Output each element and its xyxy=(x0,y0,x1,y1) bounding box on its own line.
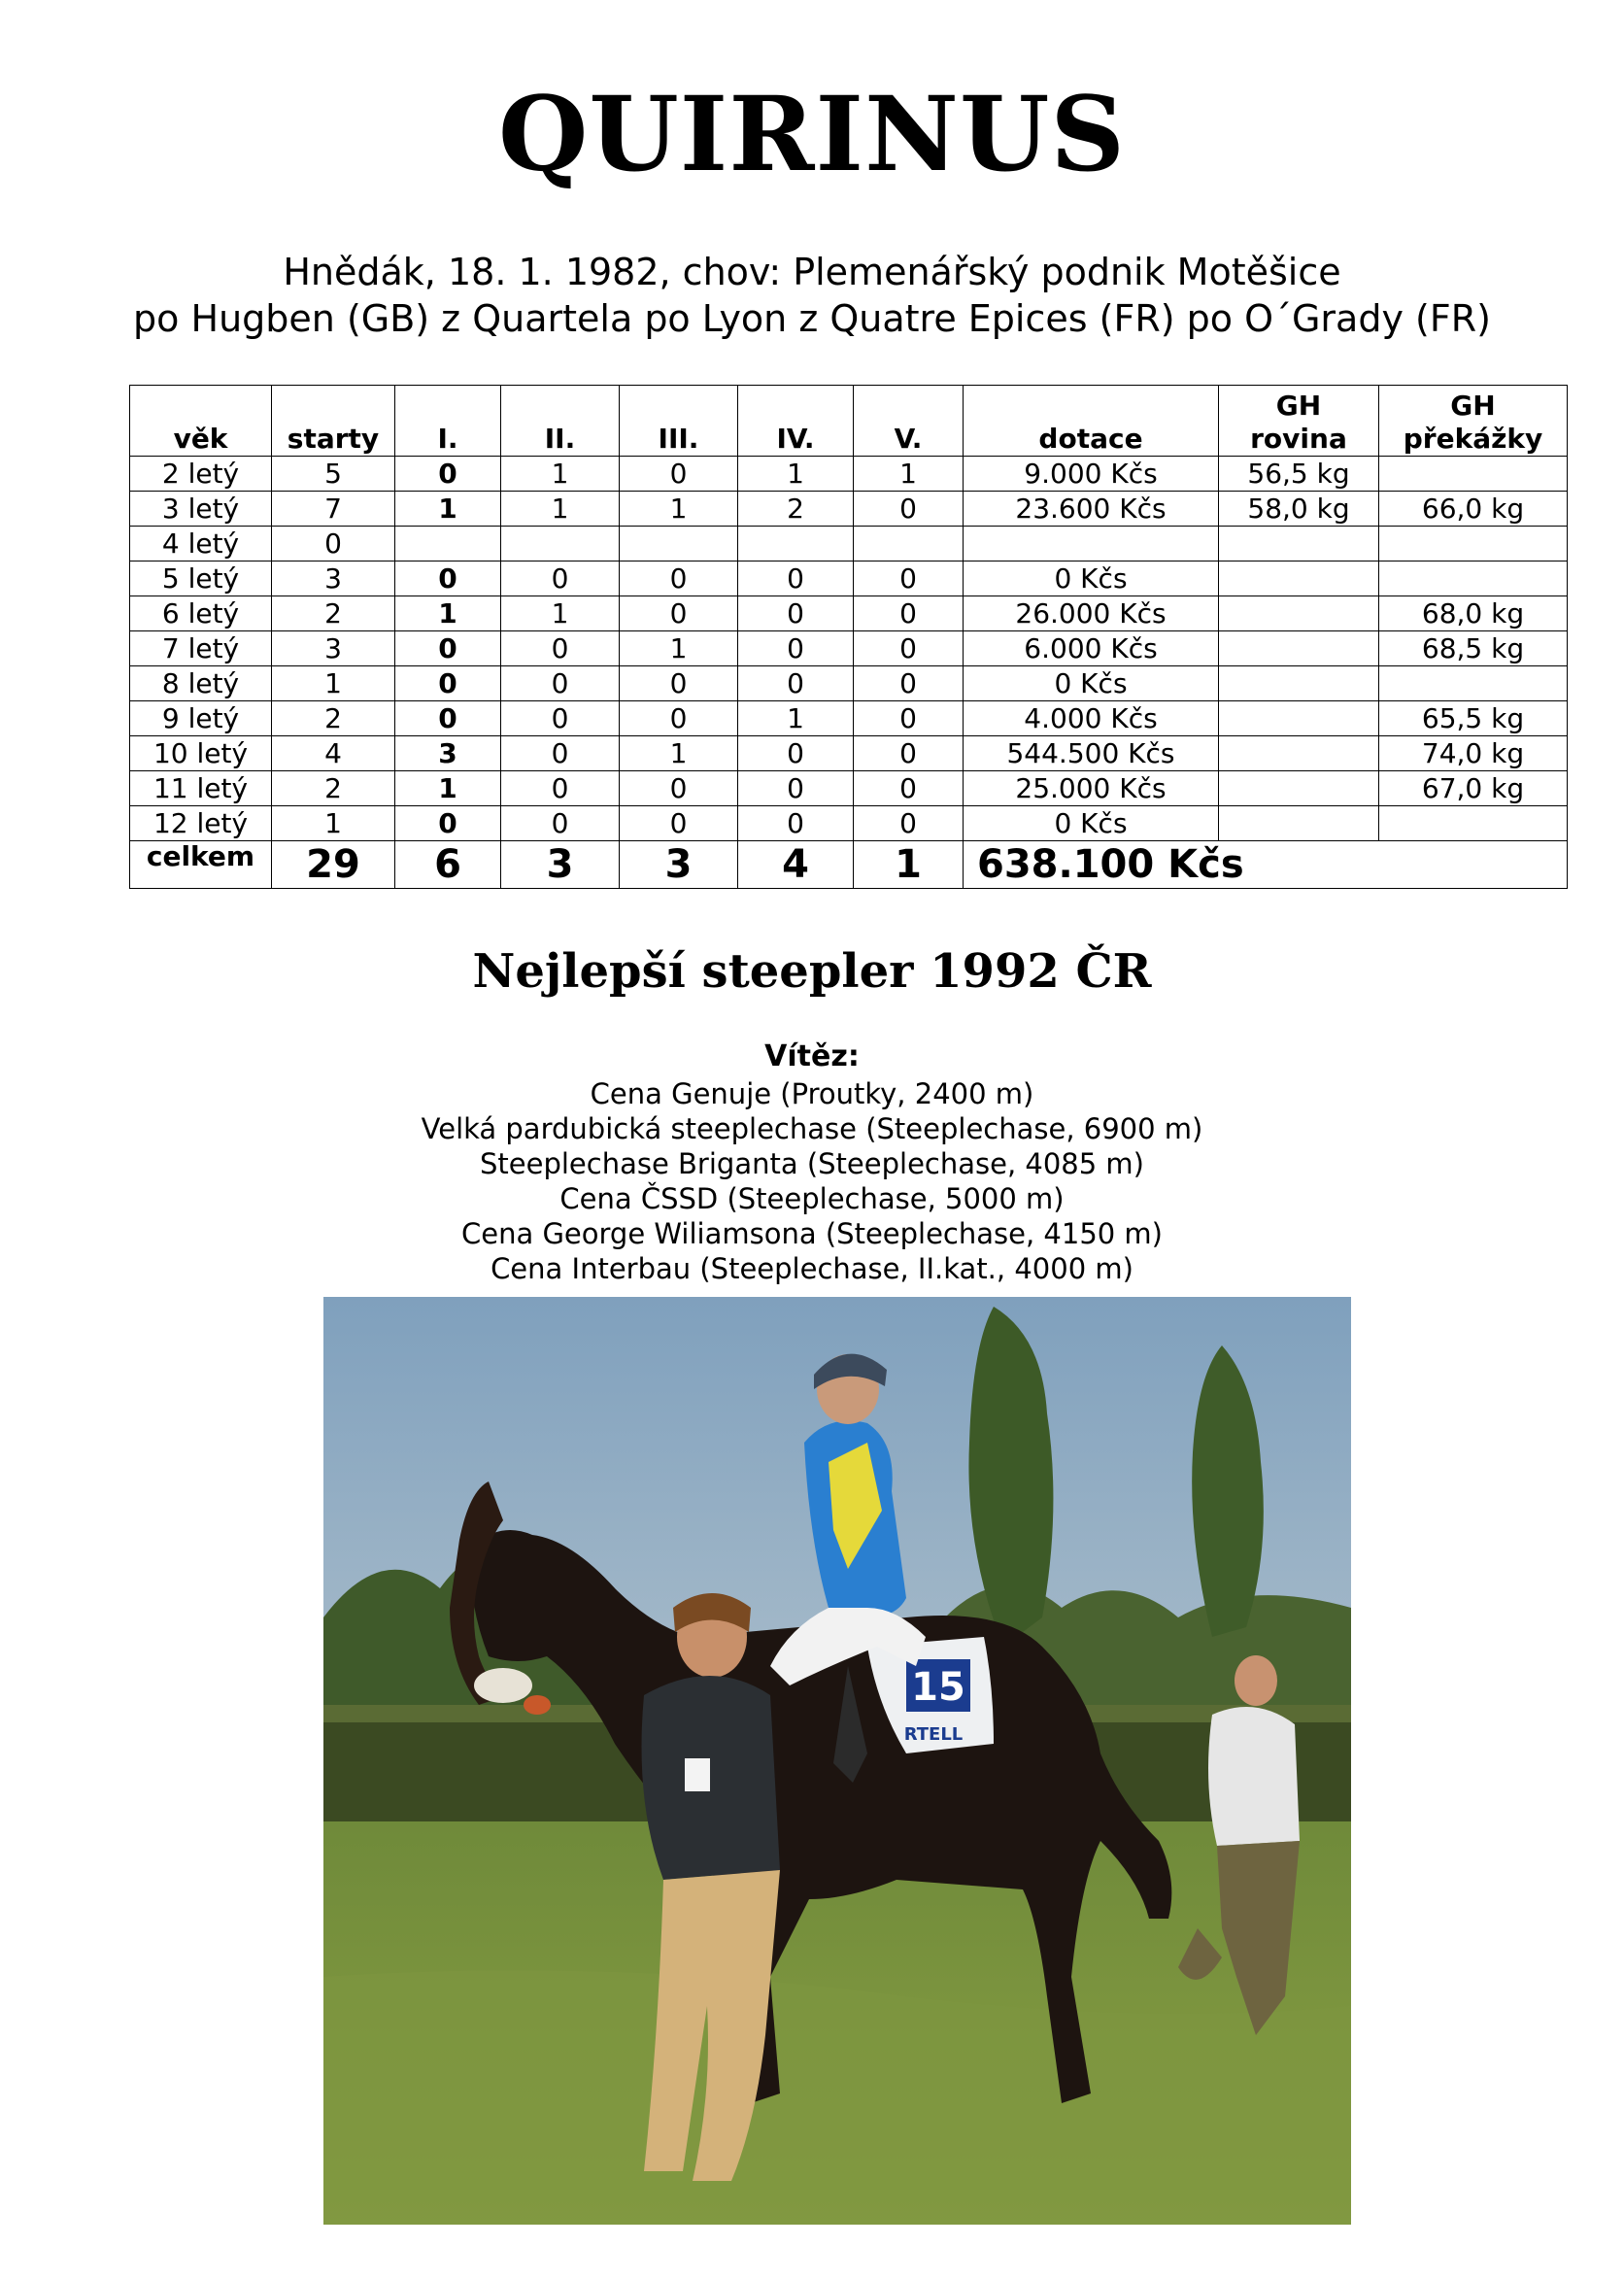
groom-badge xyxy=(685,1758,710,1791)
cell-gh-jump xyxy=(1379,457,1568,492)
cell-starts: 3 xyxy=(272,561,395,596)
gh-jump-line2: překážky xyxy=(1403,423,1543,455)
cell-p2: 1 xyxy=(501,492,620,527)
cell-p2: 1 xyxy=(501,457,620,492)
total-money: 638.100 Kčs xyxy=(964,841,1568,889)
cell-p3 xyxy=(620,527,738,561)
cell-p3: 0 xyxy=(620,666,738,701)
cell-p2: 0 xyxy=(501,806,620,841)
cell-age: 2 letý xyxy=(130,457,272,492)
cell-p1: 0 xyxy=(395,666,501,701)
cell-p4: 0 xyxy=(738,806,854,841)
cell-gh-flat: 58,0 kg xyxy=(1219,492,1379,527)
col-header-second: II. xyxy=(501,386,620,457)
award-heading: Nejlepší steepler 1992 ČR xyxy=(472,944,1152,999)
cell-p1 xyxy=(395,527,501,561)
cell-gh-jump: 68,0 kg xyxy=(1379,596,1568,631)
gh-flat-line1: GH xyxy=(1275,390,1322,422)
cell-money: 6.000 Kčs xyxy=(964,631,1219,666)
cell-p5: 1 xyxy=(854,457,964,492)
cell-p3: 0 xyxy=(620,701,738,736)
total-p1: 6 xyxy=(395,841,501,889)
cell-gh-jump: 74,0 kg xyxy=(1379,736,1568,771)
col-header-fourth: IV. xyxy=(738,386,854,457)
cell-p3: 1 xyxy=(620,736,738,771)
cell-p5: 0 xyxy=(854,771,964,806)
cell-starts: 3 xyxy=(272,631,395,666)
cell-money: 23.600 Kčs xyxy=(964,492,1219,527)
cell-p5: 0 xyxy=(854,631,964,666)
cell-p4 xyxy=(738,527,854,561)
cell-starts: 7 xyxy=(272,492,395,527)
cell-p3: 0 xyxy=(620,771,738,806)
table-row xyxy=(130,701,1568,736)
cell-p4: 0 xyxy=(738,561,854,596)
groom-sweater xyxy=(642,1676,781,1880)
cell-p5 xyxy=(854,527,964,561)
table-row xyxy=(130,527,1568,561)
cell-starts: 1 xyxy=(272,806,395,841)
table-row xyxy=(130,666,1568,701)
cell-p1: 1 xyxy=(395,771,501,806)
table-row xyxy=(130,736,1568,771)
col-header-starts: starty xyxy=(272,386,395,457)
cell-age: 11 letý xyxy=(130,771,272,806)
table-row xyxy=(130,596,1568,631)
table-row xyxy=(130,492,1568,527)
cell-age: 4 letý xyxy=(130,527,272,561)
cell-gh-flat xyxy=(1219,596,1379,631)
cell-starts: 0 xyxy=(272,527,395,561)
horse-photo-illustration xyxy=(323,1297,1351,2225)
cell-p5: 0 xyxy=(854,596,964,631)
cell-p4: 0 xyxy=(738,596,854,631)
gh-flat-line2: rovina xyxy=(1250,423,1347,455)
cell-gh-jump: 67,0 kg xyxy=(1379,771,1568,806)
cell-gh-flat xyxy=(1219,806,1379,841)
table-row xyxy=(130,631,1568,666)
cell-gh-flat xyxy=(1219,701,1379,736)
horse-info-line: Hnědák, 18. 1. 1982, chov: Plemenářský podnik Motěšice xyxy=(283,251,1341,293)
career-stats-table xyxy=(129,385,1568,889)
cell-p5: 0 xyxy=(854,736,964,771)
cell-starts: 2 xyxy=(272,596,395,631)
col-header-fifth: V. xyxy=(854,386,964,457)
table-row xyxy=(130,457,1568,492)
cell-starts: 1 xyxy=(272,666,395,701)
cell-gh-jump xyxy=(1379,806,1568,841)
cell-p2: 1 xyxy=(501,596,620,631)
cell-p3: 0 xyxy=(620,596,738,631)
cell-p1: 3 xyxy=(395,736,501,771)
cell-p1: 1 xyxy=(395,596,501,631)
cell-money: 25.000 Kčs xyxy=(964,771,1219,806)
cell-p2: 0 xyxy=(501,736,620,771)
cell-money: 0 Kčs xyxy=(964,806,1219,841)
cell-gh-jump xyxy=(1379,666,1568,701)
race-win-item: Cena ČSSD (Steeplechase, 5000 m) xyxy=(559,1182,1065,1215)
table-body xyxy=(130,457,1568,889)
col-header-first: I. xyxy=(395,386,501,457)
cell-p1: 1 xyxy=(395,492,501,527)
horse-photo xyxy=(323,1297,1351,2225)
cell-age: 8 letý xyxy=(130,666,272,701)
second-groom-shirt xyxy=(1208,1707,1300,1846)
cell-p4: 0 xyxy=(738,631,854,666)
total-starts: 29 xyxy=(272,841,395,889)
cell-money: 0 Kčs xyxy=(964,561,1219,596)
col-header-gh-jump xyxy=(1379,386,1568,457)
cell-p3: 1 xyxy=(620,631,738,666)
cell-p4: 2 xyxy=(738,492,854,527)
pedigree-line: po Hugben (GB) z Quartela po Lyon z Quatre Epices (FR) po O´Grady (FR) xyxy=(133,297,1491,340)
table-row xyxy=(130,561,1568,596)
cell-money: 544.500 Kčs xyxy=(964,736,1219,771)
cell-money: 0 Kčs xyxy=(964,666,1219,701)
cell-age: 10 letý xyxy=(130,736,272,771)
cell-starts: 2 xyxy=(272,701,395,736)
cell-starts: 4 xyxy=(272,736,395,771)
horse-name-title: QUIRINUS xyxy=(498,73,1126,194)
total-p4: 4 xyxy=(738,841,854,889)
cell-gh-flat xyxy=(1219,561,1379,596)
cell-p2: 0 xyxy=(501,631,620,666)
winner-heading: Vítěz: xyxy=(764,1039,860,1073)
race-win-item: Velká pardubická steeplechase (Steeplechase, 6900 m) xyxy=(421,1112,1203,1145)
cell-p2: 0 xyxy=(501,701,620,736)
cell-p3: 0 xyxy=(620,457,738,492)
cell-age: 12 letý xyxy=(130,806,272,841)
cell-starts: 5 xyxy=(272,457,395,492)
cell-gh-flat: 56,5 kg xyxy=(1219,457,1379,492)
cell-p2 xyxy=(501,527,620,561)
race-win-item: Cena Genuje (Proutky, 2400 m) xyxy=(590,1077,1034,1110)
cell-age: 6 letý xyxy=(130,596,272,631)
col-header-age: věk xyxy=(130,386,272,457)
cell-p4: 0 xyxy=(738,736,854,771)
cell-age: 3 letý xyxy=(130,492,272,527)
cell-p3: 0 xyxy=(620,561,738,596)
gh-jump-line1: GH xyxy=(1450,390,1496,422)
saddle-number: 15 xyxy=(911,1665,965,1710)
cell-gh-jump xyxy=(1379,561,1568,596)
table-row xyxy=(130,806,1568,841)
col-header-gh-flat xyxy=(1219,386,1379,457)
total-p2: 3 xyxy=(501,841,620,889)
cell-p3: 0 xyxy=(620,806,738,841)
saddle-cloth-text: RTELL xyxy=(903,1724,964,1745)
race-win-item: Steeplechase Briganta (Steeplechase, 4085 m) xyxy=(480,1147,1144,1180)
cell-gh-flat xyxy=(1219,771,1379,806)
cell-starts: 2 xyxy=(272,771,395,806)
race-win-item: Cena George Wiliamsona (Steeplechase, 4150 m) xyxy=(461,1217,1163,1250)
cell-p1: 0 xyxy=(395,806,501,841)
cell-money: 4.000 Kčs xyxy=(964,701,1219,736)
race-win-item: Cena Interbau (Steeplechase, II.kat., 4000 m) xyxy=(491,1252,1133,1285)
cell-gh-flat xyxy=(1219,666,1379,701)
table-header-row xyxy=(130,386,1568,457)
cell-gh-flat xyxy=(1219,631,1379,666)
cell-p2: 0 xyxy=(501,561,620,596)
race-wins-list xyxy=(0,1076,1624,1286)
total-p5: 1 xyxy=(854,841,964,889)
cell-gh-jump: 68,5 kg xyxy=(1379,631,1568,666)
cell-p5: 0 xyxy=(854,701,964,736)
cell-gh-jump xyxy=(1379,527,1568,561)
cell-gh-jump: 66,0 kg xyxy=(1379,492,1568,527)
cell-p2: 0 xyxy=(501,771,620,806)
cell-p1: 0 xyxy=(395,561,501,596)
noseband xyxy=(474,1668,532,1703)
cell-p1: 0 xyxy=(395,457,501,492)
col-header-third: III. xyxy=(620,386,738,457)
cell-age: 9 letý xyxy=(130,701,272,736)
cell-age: 5 letý xyxy=(130,561,272,596)
cell-p1: 0 xyxy=(395,701,501,736)
cell-p2: 0 xyxy=(501,666,620,701)
cell-p4: 1 xyxy=(738,457,854,492)
cell-p5: 0 xyxy=(854,492,964,527)
cell-gh-jump: 65,5 kg xyxy=(1379,701,1568,736)
col-header-money: dotace xyxy=(964,386,1219,457)
table-row xyxy=(130,771,1568,806)
total-label: celkem xyxy=(130,841,272,889)
cell-p4: 0 xyxy=(738,666,854,701)
cell-p4: 0 xyxy=(738,771,854,806)
cell-money xyxy=(964,527,1219,561)
bit-ring xyxy=(524,1695,551,1715)
cell-p5: 0 xyxy=(854,806,964,841)
cell-money: 9.000 Kčs xyxy=(964,457,1219,492)
cell-age: 7 letý xyxy=(130,631,272,666)
table-total-row xyxy=(130,841,1568,889)
cell-p3: 1 xyxy=(620,492,738,527)
cell-p5: 0 xyxy=(854,561,964,596)
cell-p4: 1 xyxy=(738,701,854,736)
cell-p1: 0 xyxy=(395,631,501,666)
cell-p5: 0 xyxy=(854,666,964,701)
total-p3: 3 xyxy=(620,841,738,889)
second-groom-face xyxy=(1235,1655,1277,1706)
cell-gh-flat xyxy=(1219,527,1379,561)
cell-gh-flat xyxy=(1219,736,1379,771)
cell-money: 26.000 Kčs xyxy=(964,596,1219,631)
